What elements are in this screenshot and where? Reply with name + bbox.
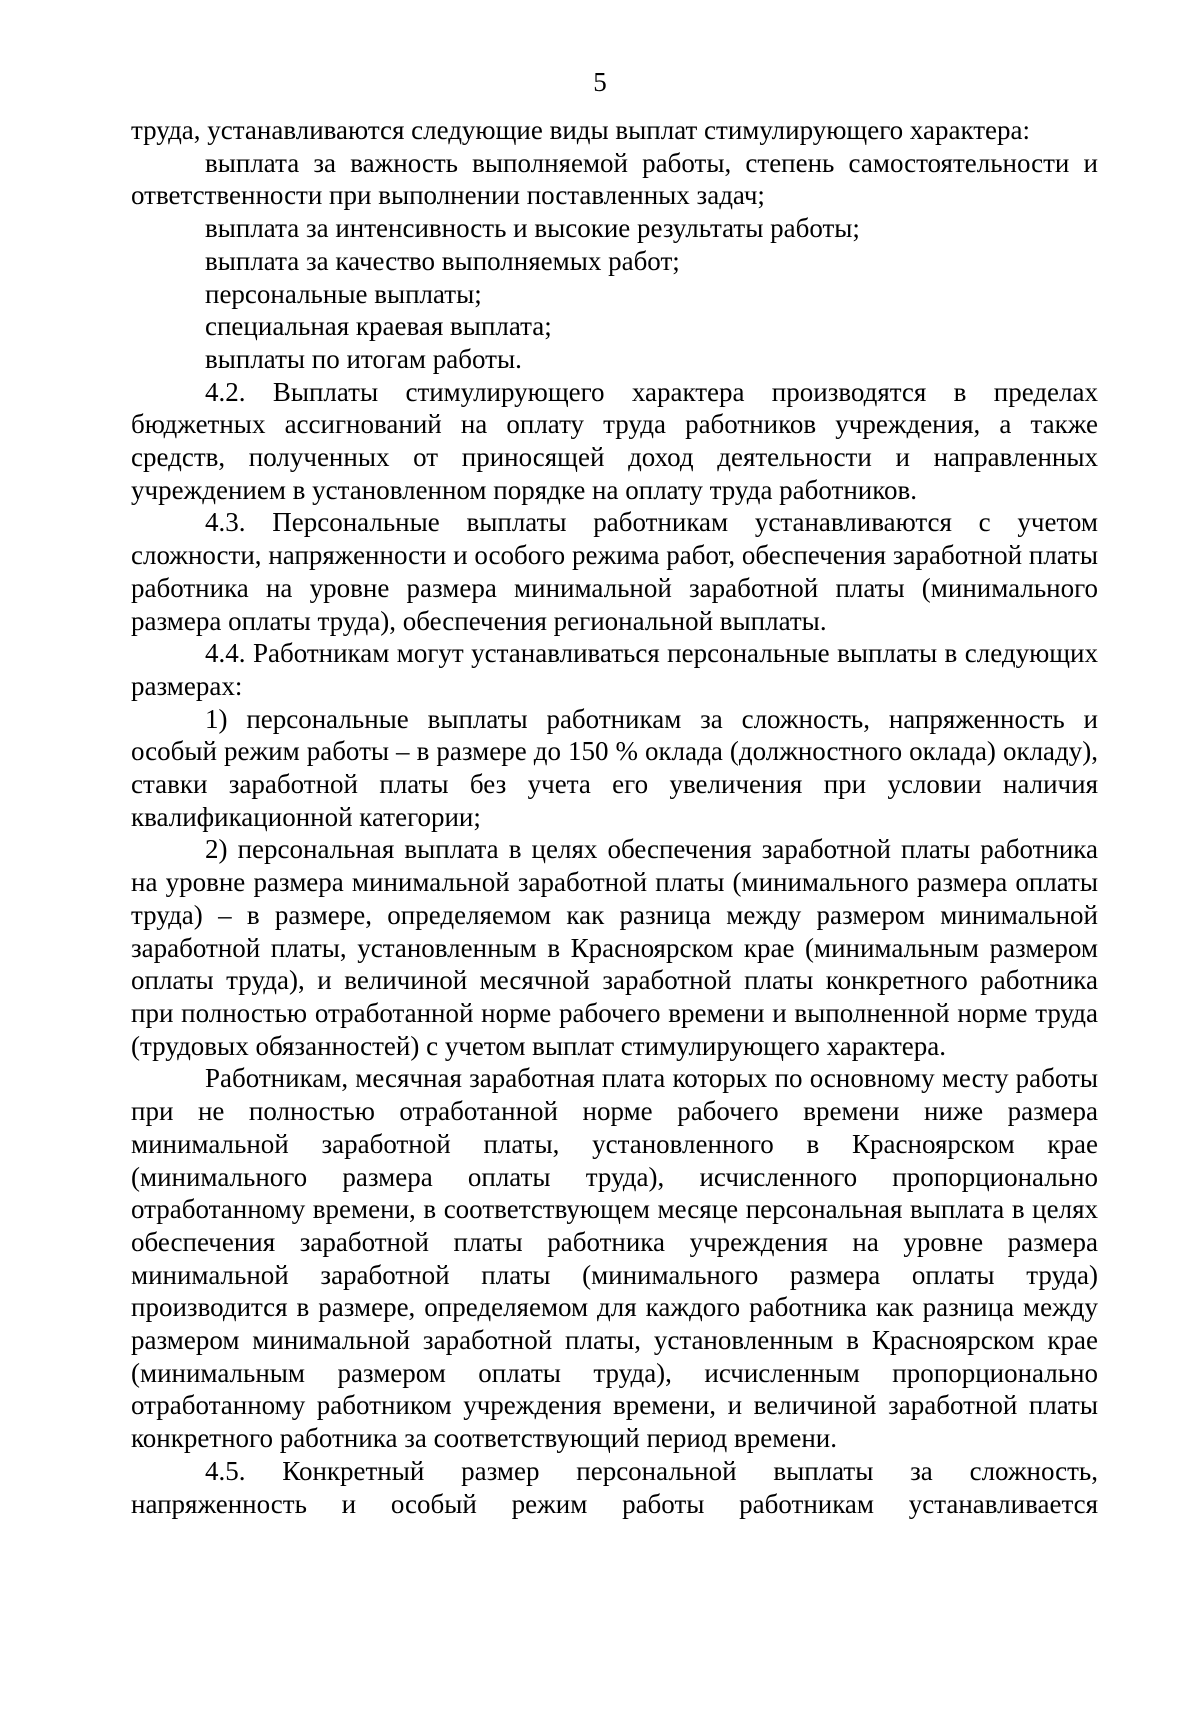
- paragraph: персональные выплаты;: [205, 278, 482, 309]
- paragraph: 4.4. Работникам могут устанавливаться персональные выплаты в следующих размерах:: [131, 638, 1098, 701]
- page-number: 5: [593, 67, 607, 97]
- paragraph: выплата за интенсивность и высокие результаты работы;: [205, 213, 860, 244]
- paragraph: 1) персональные выплаты работникам за сложность, напряженность и особый режим работы – в размере до 150 % оклада (должностного оклада) окладу), ставки заработной платы без учета его увеличения при условии наличия квалификационной категории;: [131, 703, 1098, 832]
- paragraph: специальная краевая выплата;: [205, 311, 552, 342]
- paragraph: выплата за качество выполняемых работ;: [205, 245, 680, 276]
- paragraph: 4.2. Выплаты стимулирующего характера производятся в пределах бюджетных ассигнований на оплату труда работников учреждения, а также средств, полученных от приносящей доход деятельности и направленных учреждением в установленном порядке на оплату труда работников.: [131, 376, 1098, 505]
- paragraph: 4.3. Персональные выплаты работникам устанавливаются с учетом сложности, напряженности и особого режима работ, обеспечения заработной платы работника на уровне размера минимальной заработной платы (минимального размера оплаты труда), обеспечения региональной выплаты.: [131, 507, 1098, 636]
- paragraph: труда, устанавливаются следующие виды выплат стимулирующего характера:: [131, 115, 1030, 145]
- paragraph: 4.5. Конкретный размер персональной выплаты за сложность, напряженность и особый режим работы работникам устанавливается: [131, 1455, 1098, 1519]
- paragraph: Работникам, месячная заработная плата которых по основному месту работы при не полностью отработанной норме рабочего времени ниже размера минимальной заработной платы, установленного в Красноярском крае (минимального размера оплаты труда), исчисленного пропорционально отработанному времени, в соответствующем месяце персональная выплата в целях обеспечения заработной платы работника учреждения на уровне размера минимальной заработной платы (минимального размера оплаты труда) производится в размере, определяемом для каждого работника как разница между размером минимальной заработной платы, установленным в Красноярском крае (минимальным размером оплаты труда), исчисленным пропорционально отработанному работником учреждения времени, и величиной заработной платы конкретного работника за соответствующий период времени.: [131, 1063, 1098, 1454]
- document-body: [131, 114, 1098, 1520]
- paragraph: 2) персональная выплата в целях обеспечения заработной платы работника на уровне размера минимальной заработной платы (минимального размера оплаты труда) – в размере, определяемом как разница между размером минимальной заработной платы, установленным в Красноярском крае (минимальным размером оплаты труда), и величиной месячной заработной платы конкретного работника при полностью отработанной норме рабочего времени и выполненной норме труда (трудовых обязанностей) с учетом выплат стимулирующего характера.: [131, 834, 1098, 1061]
- paragraph: выплата за важность выполняемой работы, степень самостоятельности и ответственности при выполнении поставленных задач;: [131, 147, 1098, 211]
- paragraph: выплаты по итогам работы.: [205, 343, 522, 374]
